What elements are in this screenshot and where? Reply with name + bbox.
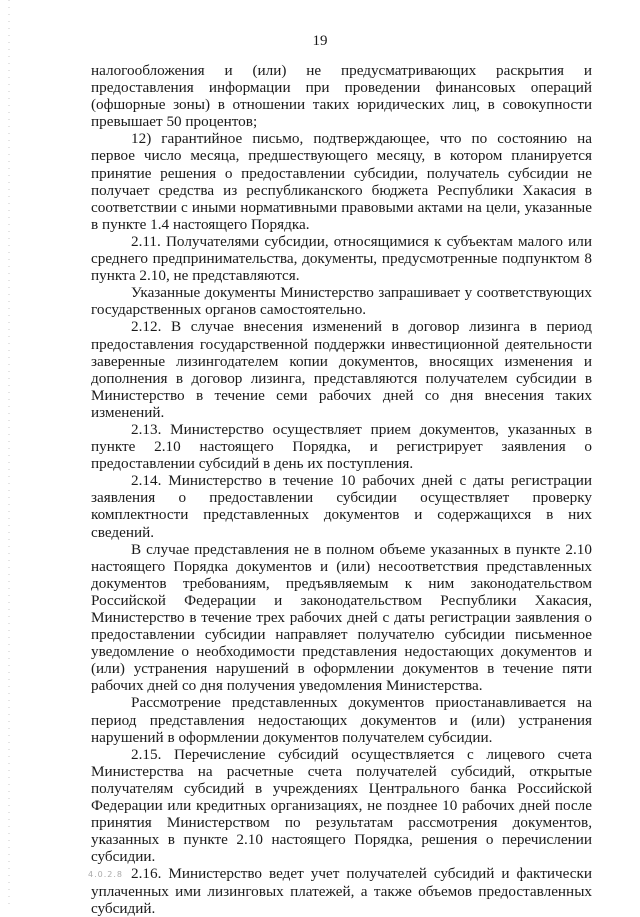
paragraph-2-13: 2.13. Министерство осуществляет прием документов, указанных в пункте 2.10 настоящего Порядка, и регистрирует заявления о предоставлении субсидий в день их поступления. [91,420,592,473]
page-number: 19 [312,33,328,49]
footer-mark: 4.0.2.8 [88,870,123,879]
paragraph-2-11: 2.11. Получателями субсидии, относящимися к субъектам малого или среднего предпринимательства, документы, предусмотренные подпунктом 8 пункта 2.10, не представляются. [91,232,592,285]
paragraph-2-15: 2.15. Перечисление субсидий осуществляется с лицевого счета Министерства на расчетные счета получателей субсидий, открытые получателям субсидий в учреждениях Центрального банка Российской Федерации или кредитных организациях, не позднее 10 рабочих дней после принятия Министерством по результатам рассмотрения документов, указанных в пункте 2.10 настоящего Порядка, решения о перечислении субсидии. [91,745,592,866]
paragraph-2-14-suspension: Рассмотрение представленных документов приостанавливается на период представления недостающих документов и (или) устранения нарушений в оформлении документов получателем субсидии. [91,694,592,746]
paragraph-2-14-case: В случае представления не в полном объеме указанных в пункте 2.10 настоящего Порядка документов и (или) несоответствия представленных документов требованиям, предъявляемым к ним законодательством Российской Федерации и законодательством Республики Хакасия, Министерство в течение трех рабочих дней с даты регистрации заявления о предоставлении субсидии направляет получателю субсидии письменное уведомление о необходимости представления недостающих документов и (или) устранения нарушений в оформлении документов в течение пяти рабочих дней со дня получения уведомления Министерства. [91,540,592,695]
document-body [91,62,592,917]
paragraph-item-12: 12) гарантийное письмо, подтверждающее, что по состоянию на первое число месяца, предшествующего месяцу, в котором планируется принятие решения о предоставлении субсидии, получатель субсидии не получает средства из республиканского бюджета Республики Хакасия в соответствии с иными нормативными правовыми актами на цели, указанные в пункте 1.4 настоящего Порядка. [91,130,592,233]
paragraph-continuation: налогообложения и (или) не предусматривающих раскрытия и предоставления информации при проведении финансовых операций (офшорные зоны) в отношении таких юридических лиц, в совокупности превышает 50 процентов; [91,62,592,131]
paragraph-2-12: 2.12. В случае внесения изменений в договор лизинга в период предоставления государственной поддержки инвестиционной деятельности заверенные лизингодателем копии документов, вносящих изменения и дополнения в договор лизинга, представляются получателем субсидии в Министерство в течение семи рабочих дней со дня внесения таких изменений. [91,318,592,421]
scan-edge-artifact [8,0,10,905]
paragraph-2-11-note: Указанные документы Министерство запрашивает у соответствующих государственных органов самостоятельно. [91,284,592,319]
paragraph-2-16: 2.16. Министерство ведет учет получателей субсидий и фактически уплаченных ими лизинговых платежей, а также объемов предоставленных субсидий. [91,865,592,917]
paragraph-2-14: 2.14. Министерство в течение 10 рабочих дней с даты регистрации заявления о предоставлении субсидии осуществляет проверку комплектности представленных документов и содержащихся в них сведений. [91,472,592,541]
